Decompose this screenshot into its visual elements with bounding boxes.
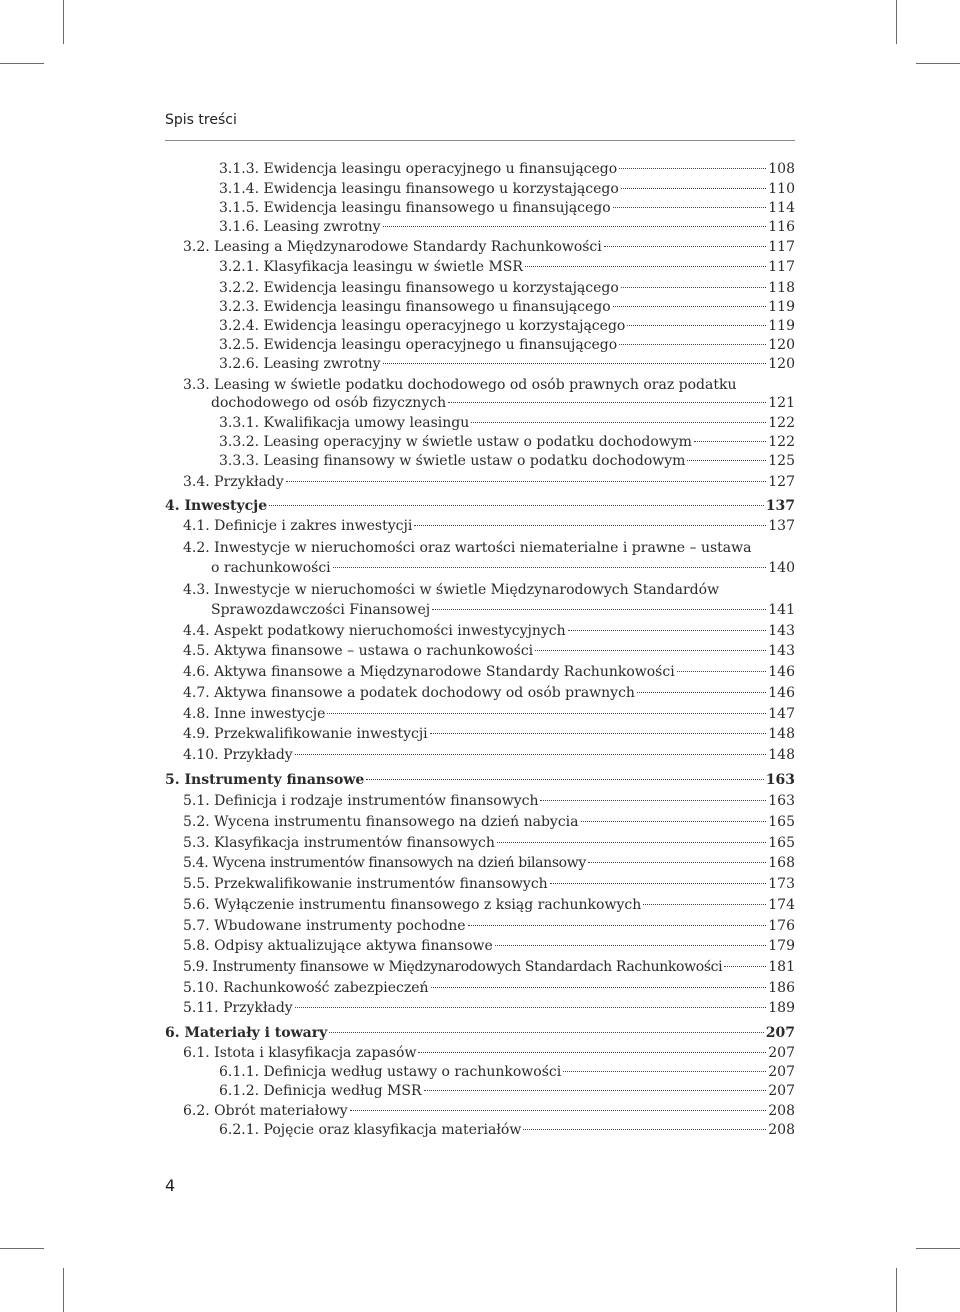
crop-mark bbox=[63, 1268, 64, 1312]
crop-mark bbox=[896, 1268, 897, 1312]
page-number: 4 bbox=[165, 1176, 176, 1195]
toc-entry[interactable]: 6.2.1. Pojęcie oraz klasyfikacja materiałów 208 bbox=[219, 1122, 795, 1138]
toc-entry[interactable]: 4.4. Aspekt podatkowy nieruchomości inwestycyjnych 143 bbox=[183, 623, 795, 639]
toc-entry[interactable]: 4.2. Inwestycje w nieruchomości oraz wartości niematerialne i prawne – ustawa o rachunkowości 140 bbox=[183, 540, 795, 576]
toc-entry[interactable]: 5.8. Odpisy aktualizujące aktywa finansowe 179 bbox=[183, 938, 795, 954]
toc-entry[interactable]: 5.4. Wycena instrumentów finansowych na dzień bilansowy 168 bbox=[183, 855, 795, 871]
toc-entry[interactable]: 3.3.2. Leasing operacyjny w świetle ustaw o podatku dochodowym 122 bbox=[219, 434, 795, 450]
toc-entry[interactable]: 4.8. Inne inwestycje 147 bbox=[183, 706, 795, 722]
crop-mark bbox=[916, 1248, 960, 1249]
toc-entry[interactable]: 3.2.3. Ewidencja leasingu finansowego u finansującego 119 bbox=[219, 299, 795, 315]
crop-mark bbox=[0, 1248, 44, 1249]
toc-entry[interactable]: 4.9. Przekwalifikowanie inwestycji 148 bbox=[183, 726, 795, 742]
toc-entry[interactable]: 5.10. Rachunkowość zabezpieczeń 186 bbox=[183, 980, 795, 996]
toc-entry[interactable]: 4.10. Przykłady 148 bbox=[183, 747, 795, 763]
toc-chapter[interactable]: 4. Inwestycje 137 bbox=[165, 498, 795, 514]
toc-entry[interactable]: 4.5. Aktywa finansowe – ustawa o rachunkowości 143 bbox=[183, 643, 795, 659]
table-of-contents bbox=[165, 160, 795, 1140]
crop-mark bbox=[0, 63, 44, 64]
toc-entry[interactable]: 6.1.1. Definicja według ustawy o rachunkowości 207 bbox=[219, 1064, 795, 1080]
toc-entry[interactable]: 3.1.4. Ewidencja leasingu finansowego u korzystającego 110 bbox=[219, 181, 795, 197]
toc-entry[interactable]: 3.2.6. Leasing zwrotny 120 bbox=[219, 356, 795, 372]
toc-entry[interactable]: 3.3. Leasing w świetle podatku dochodowego od osób prawnych oraz podatku dochodowego od osób fizycznych 121 bbox=[183, 377, 795, 411]
toc-entry[interactable]: 5.9. Instrumenty finansowe w Międzynarodowych Standardach Rachunkowości 181 bbox=[183, 959, 795, 975]
toc-entry[interactable]: 6.2. Obrót materiałowy 208 bbox=[183, 1103, 795, 1119]
toc-entry[interactable]: 3.4. Przykłady 127 bbox=[183, 474, 795, 490]
toc-entry[interactable]: 3.1.3. Ewidencja leasingu operacyjnego u finansującego 108 bbox=[219, 161, 795, 177]
toc-chapter[interactable]: 6. Materiały i towary 207 bbox=[165, 1025, 795, 1041]
toc-entry[interactable]: 4.3. Inwestycje w nieruchomości w świetle Międzynarodowych Standardów Sprawozdawczości Finansowej 141 bbox=[183, 582, 795, 618]
crop-mark bbox=[916, 63, 960, 64]
toc-entry[interactable]: 5.11. Przykłady 189 bbox=[183, 1000, 795, 1016]
crop-mark bbox=[63, 0, 64, 44]
header-rule bbox=[165, 140, 795, 141]
toc-entry[interactable]: 3.2.1. Klasyfikacja leasingu w świetle MSR 117 bbox=[219, 259, 795, 275]
toc-entry[interactable]: 5.3. Klasyfikacja instrumentów finansowych 165 bbox=[183, 835, 795, 851]
toc-entry[interactable]: 4.7. Aktywa finansowe a podatek dochodowy od osób prawnych 146 bbox=[183, 685, 795, 701]
toc-entry[interactable]: 3.2.4. Ewidencja leasingu operacyjnego u korzystającego 119 bbox=[219, 318, 795, 334]
toc-entry[interactable]: 5.6. Wyłączenie instrumentu finansowego z ksiąg rachunkowych 174 bbox=[183, 897, 795, 913]
toc-entry[interactable]: 5.5. Przekwalifikowanie instrumentów finansowych 173 bbox=[183, 876, 795, 892]
toc-entry[interactable]: 3.2. Leasing a Międzynarodowe Standardy Rachunkowości 117 bbox=[183, 239, 795, 255]
toc-entry[interactable]: 3.1.6. Leasing zwrotny 116 bbox=[219, 219, 795, 235]
toc-entry[interactable]: 3.1.5. Ewidencja leasingu finansowego u finansującego 114 bbox=[219, 200, 795, 216]
toc-entry[interactable]: 3.2.2. Ewidencja leasingu finansowego u korzystającego 118 bbox=[219, 280, 795, 296]
toc-entry[interactable]: 4.1. Definicje i zakres inwestycji 137 bbox=[183, 518, 795, 534]
toc-entry[interactable]: 3.3.1. Kwalifikacja umowy leasingu 122 bbox=[219, 415, 795, 431]
toc-entry[interactable]: 3.2.5. Ewidencja leasingu operacyjnego u finansującego 120 bbox=[219, 337, 795, 353]
toc-entry[interactable]: 3.3.3. Leasing finansowy w świetle ustaw o podatku dochodowym 125 bbox=[219, 453, 795, 469]
crop-mark bbox=[896, 0, 897, 44]
toc-entry[interactable]: 6.1. Istota i klasyfikacja zapasów 207 bbox=[183, 1045, 795, 1061]
running-header: Spis treści bbox=[165, 112, 237, 128]
toc-entry[interactable]: 4.6. Aktywa finansowe a Międzynarodowe Standardy Rachunkowości 146 bbox=[183, 664, 795, 680]
toc-entry[interactable]: 5.2. Wycena instrumentu finansowego na dzień nabycia 165 bbox=[183, 814, 795, 830]
toc-entry[interactable]: 5.1. Definicja i rodzaje instrumentów finansowych 163 bbox=[183, 793, 795, 809]
toc-entry[interactable]: 5.7. Wbudowane instrumenty pochodne 176 bbox=[183, 918, 795, 934]
toc-entry[interactable]: 6.1.2. Definicja według MSR 207 bbox=[219, 1083, 795, 1099]
toc-chapter[interactable]: 5. Instrumenty finansowe 163 bbox=[165, 772, 795, 788]
